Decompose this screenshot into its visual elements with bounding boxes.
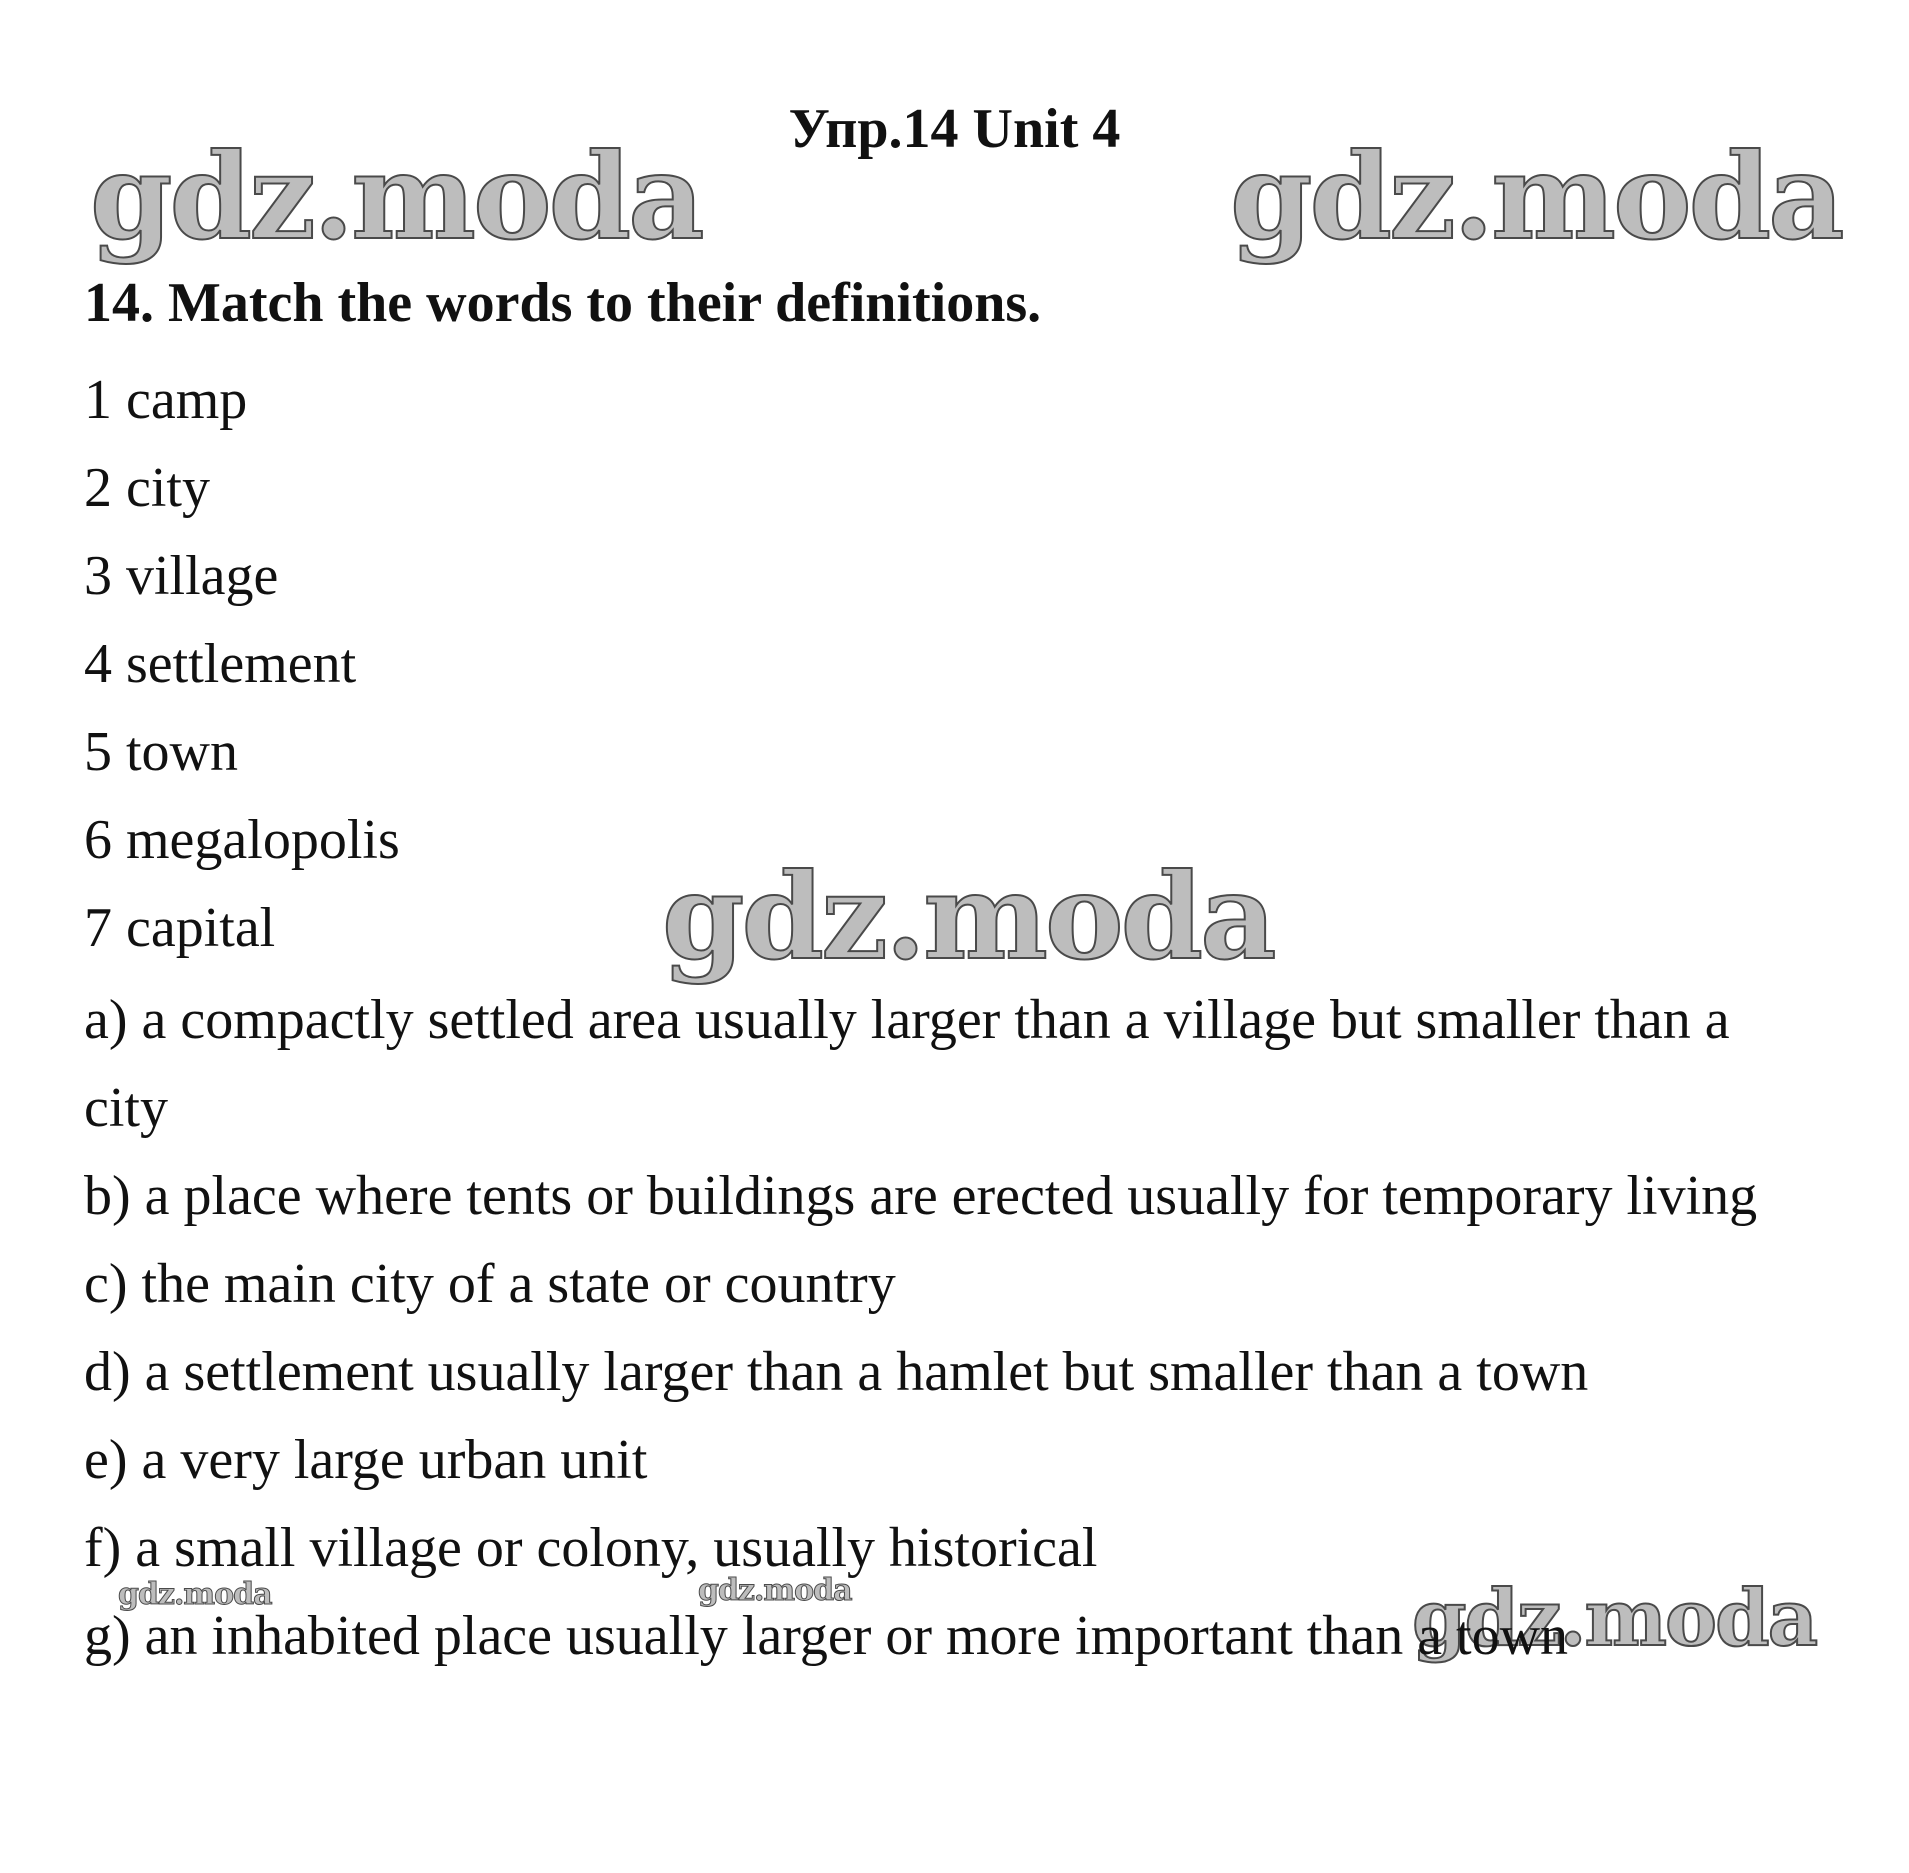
definition-item: a) a compactly settled area usually larger than a village but smaller than a city	[84, 989, 1730, 1139]
watermark-top-right: gdz.moda	[1230, 127, 1842, 266]
word-item: 2 city	[84, 457, 210, 519]
watermark-small-center: gdz.moda	[698, 1573, 852, 1608]
definition-item: f) a small village or colony, usually historical	[84, 1517, 1098, 1579]
definition-item: g) an inhabited place usually larger or more important than a town	[84, 1605, 1569, 1667]
word-item: 5 town	[84, 721, 238, 783]
task-heading: 14. Match the words to their definitions.	[84, 272, 1042, 334]
word-item: 3 village	[84, 545, 279, 607]
page-title: Упр.14 Unit 4	[788, 98, 1121, 160]
definition-item: e) a very large urban unit	[84, 1429, 648, 1491]
watermark-top-left: gdz.moda	[90, 127, 702, 266]
word-list	[84, 356, 400, 972]
word-item: 7 capital	[84, 897, 276, 959]
word-item: 1 camp	[84, 369, 248, 431]
word-item: 4 settlement	[84, 633, 357, 695]
watermark-bottom-right: gdz.moda	[1412, 1573, 1817, 1664]
definition-item: b) a place where tents or buildings are erected usually for temporary living	[84, 1165, 1758, 1227]
definition-list	[84, 976, 1804, 1680]
word-item: 6 megalopolis	[84, 809, 400, 871]
watermark-small-left: gdz.moda	[118, 1577, 272, 1612]
definition-item: c) the main city of a state or country	[84, 1253, 896, 1315]
watermark-center: gdz.moda	[662, 847, 1274, 986]
definition-item: d) a settlement usually larger than a hamlet but smaller than a town	[84, 1341, 1589, 1403]
